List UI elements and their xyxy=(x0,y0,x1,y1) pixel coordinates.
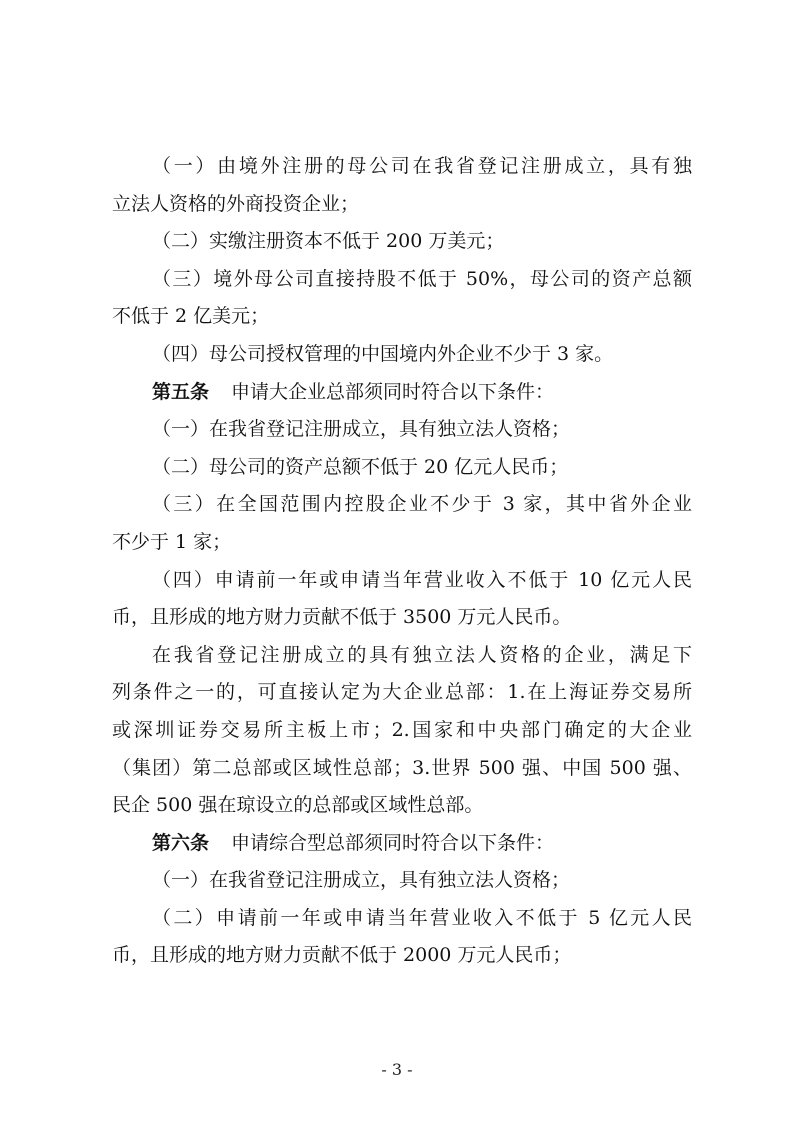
line-text: 不少于 1 家； xyxy=(112,530,232,553)
paragraph-line xyxy=(112,637,692,675)
paragraph-line xyxy=(112,261,692,299)
paragraph-line xyxy=(112,562,692,600)
line-text: 申请综合型总部须同时符合以下条件： xyxy=(231,831,555,854)
paragraph-line xyxy=(112,449,692,487)
line-text: （一）由境外注册的母公司在我省登记注册成立，具有独 xyxy=(152,155,692,177)
document-body xyxy=(112,148,692,975)
line-text: 币，且形成的地方财力贡献不低于 2000 万元人民币； xyxy=(112,944,572,967)
line-text: （三）在全国范围内控股企业不少于 3 家，其中省外企业 xyxy=(152,493,692,516)
paragraph-line xyxy=(112,524,692,562)
paragraph-line xyxy=(112,862,692,900)
page-number: - 3 - xyxy=(381,1060,413,1079)
line-text: 申请大企业总部须同时符合以下条件： xyxy=(231,380,555,403)
line-text: （三）境外母公司直接持股不低于 50%，母公司的资产总额 xyxy=(152,267,692,290)
article-number: 第六条 xyxy=(152,831,210,854)
line-text: 列条件之一的，可直接认定为大企业总部：1.在上海证券交易所 xyxy=(112,681,692,704)
line-text: （四）母公司授权管理的中国境内外企业不少于 3 家。 xyxy=(152,342,614,365)
paragraph-line xyxy=(112,486,692,524)
article-heading-line xyxy=(112,374,692,412)
line-text: （二）母公司的资产总额不低于 20 亿元人民币； xyxy=(152,455,569,478)
paragraph-line xyxy=(112,750,692,788)
line-text: 币，且形成的地方财力贡献不低于 3500 万元人民币。 xyxy=(112,606,572,629)
line-text: 不低于 2 亿美元； xyxy=(112,305,270,328)
line-text: 立法人资格的外商投资企业； xyxy=(112,192,360,215)
line-text: （一）在我省登记注册成立，具有独立法人资格； xyxy=(152,418,571,441)
paragraph-line xyxy=(112,599,692,637)
line-text: 或深圳证券交易所主板上市；2.国家和中央部门确定的大企业 xyxy=(112,718,692,741)
paragraph-line xyxy=(112,712,692,750)
paragraph-line xyxy=(112,937,692,975)
article-heading-line xyxy=(112,825,692,863)
line-text: 在我省登记注册成立的具有独立法人资格的企业，满足下 xyxy=(152,643,692,666)
line-text: （一）在我省登记注册成立，具有独立法人资格； xyxy=(152,869,571,892)
line-text: （集团）第二总部或区域性总部；3.世界 500 强、中国 500 强、 xyxy=(112,756,692,779)
paragraph-line xyxy=(112,148,692,186)
article-number: 第五条 xyxy=(152,380,210,403)
paragraph-line xyxy=(112,223,692,261)
paragraph-line xyxy=(112,298,692,336)
paragraph-line xyxy=(112,674,692,712)
paragraph-line xyxy=(112,186,692,224)
paragraph-line xyxy=(112,787,692,825)
line-text: （四）申请前一年或申请当年营业收入不低于 10 亿元人民 xyxy=(152,568,692,591)
paragraph-line xyxy=(112,336,692,374)
line-text: （二）实缴注册资本不低于 200 万美元； xyxy=(152,230,505,253)
paragraph-line xyxy=(112,900,692,938)
paragraph-line xyxy=(112,411,692,449)
line-text: （二）申请前一年或申请当年营业收入不低于 5 亿元人民 xyxy=(152,906,692,929)
line-text: 民企 500 强在琼设立的总部或区域性总部。 xyxy=(112,794,484,817)
